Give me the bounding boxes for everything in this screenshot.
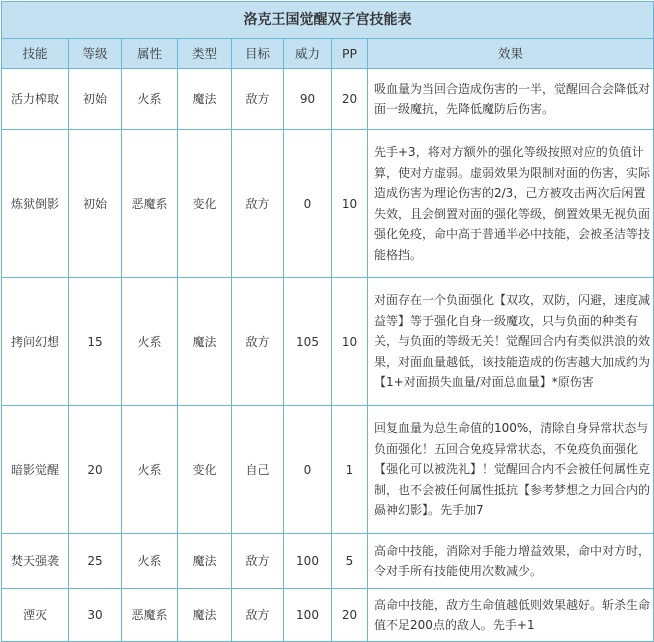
skill-type: 变化 bbox=[178, 406, 232, 534]
skill-power: 90 bbox=[284, 69, 332, 130]
skill-level: 15 bbox=[69, 278, 122, 406]
skill-attribute: 火系 bbox=[122, 534, 178, 589]
skill-power: 100 bbox=[284, 589, 332, 642]
skill-power: 0 bbox=[284, 406, 332, 534]
skill-name: 活力榨取 bbox=[2, 69, 69, 130]
skill-pp: 20 bbox=[332, 589, 368, 642]
header-name: 技能 bbox=[2, 39, 69, 69]
skill-target: 敌方 bbox=[232, 69, 284, 130]
skill-target: 敌方 bbox=[232, 589, 284, 642]
skill-attribute: 火系 bbox=[122, 278, 178, 406]
skill-type: 魔法 bbox=[178, 534, 232, 589]
table-title: 洛克王国觉醒双子宫技能表 bbox=[2, 2, 654, 39]
skill-name: 拷问幻想 bbox=[2, 278, 69, 406]
title-row bbox=[2, 2, 654, 39]
skill-type: 魔法 bbox=[178, 278, 232, 406]
skill-pp: 1 bbox=[332, 406, 368, 534]
skill-attribute: 恶魔系 bbox=[122, 130, 178, 278]
header-level: 等级 bbox=[69, 39, 122, 69]
header-effect: 效果 bbox=[368, 39, 654, 69]
skill-type: 变化 bbox=[178, 130, 232, 278]
skill-power: 100 bbox=[284, 534, 332, 589]
table-row bbox=[2, 406, 654, 534]
skill-level: 初始 bbox=[69, 69, 122, 130]
header-target: 目标 bbox=[232, 39, 284, 69]
skill-type: 魔法 bbox=[178, 589, 232, 642]
skill-target: 敌方 bbox=[232, 130, 284, 278]
skill-name: 焚天强袭 bbox=[2, 534, 69, 589]
skill-attribute: 火系 bbox=[122, 406, 178, 534]
table-row bbox=[2, 278, 654, 406]
skill-pp: 10 bbox=[332, 130, 368, 278]
skill-pp: 10 bbox=[332, 278, 368, 406]
skill-type: 魔法 bbox=[178, 69, 232, 130]
skill-name: 炼狱倒影 bbox=[2, 130, 69, 278]
skill-effect: 回复血量为总生命值的100%，清除自身异常状态与负面强化！五回合免疫异常状态，不免疫负面强化【强化可以被洗礼】！觉醒回合内不会被任何属性克制，也不会被任何属性抵抗【参考梦想之力回合内的赑神幻影】。先手加7 bbox=[368, 406, 654, 534]
skill-target: 自己 bbox=[232, 406, 284, 534]
skill-table bbox=[1, 1, 654, 642]
skill-pp: 20 bbox=[332, 69, 368, 130]
table-row bbox=[2, 534, 654, 589]
table-row bbox=[2, 69, 654, 130]
header-pp: PP bbox=[332, 39, 368, 69]
skill-power: 105 bbox=[284, 278, 332, 406]
skill-effect: 高命中技能，敌方生命值越低则效果越好。斩杀生命值不足200点的敌人。先手+1 bbox=[368, 589, 654, 642]
header-power: 威力 bbox=[284, 39, 332, 69]
skill-level: 初始 bbox=[69, 130, 122, 278]
table-row bbox=[2, 130, 654, 278]
skill-name: 暗影觉醒 bbox=[2, 406, 69, 534]
skill-pp: 5 bbox=[332, 534, 368, 589]
skill-effect: 先手+3，将对方额外的强化等级按照对应的负值计算，使对方虚弱。虚弱效果为限制对面的伤害，实际造成伤害为理论伤害的2/3，己方被攻击两次后闲置失效，且会倒置对面的强化等级，倒置效果无视负面强化免疫，命中高于普通半必中技能，会被圣洁等技能格挡。 bbox=[368, 130, 654, 278]
skill-power: 0 bbox=[284, 130, 332, 278]
header-attribute: 属性 bbox=[122, 39, 178, 69]
table-row bbox=[2, 589, 654, 642]
skill-level: 25 bbox=[69, 534, 122, 589]
skill-attribute: 火系 bbox=[122, 69, 178, 130]
skill-effect: 吸血量为当回合造成伤害的一半，觉醒回合会降低对面一级魔抗，先降低魔防后伤害。 bbox=[368, 69, 654, 130]
header-row bbox=[2, 39, 654, 69]
skill-target: 敌方 bbox=[232, 534, 284, 589]
skill-level: 30 bbox=[69, 589, 122, 642]
skill-effect: 对面存在一个负面强化【双攻，双防，闪避，速度减益等】等于强化自身一级魔攻，只与负面的种类有关，与负面的等级无关！觉醒回合内有类似洪浪的效果，对面血量越低，该技能造成的伤害越大加成约为【1+对面损失血量/对面总血量】*原伤害 bbox=[368, 278, 654, 406]
skill-level: 20 bbox=[69, 406, 122, 534]
skill-target: 敌方 bbox=[232, 278, 284, 406]
skill-attribute: 恶魔系 bbox=[122, 589, 178, 642]
header-type: 类型 bbox=[178, 39, 232, 69]
skill-effect: 高命中技能，消除对手能力增益效果，命中对方时，令对手所有技能使用次数减少。 bbox=[368, 534, 654, 589]
skill-name: 湮灭 bbox=[2, 589, 69, 642]
